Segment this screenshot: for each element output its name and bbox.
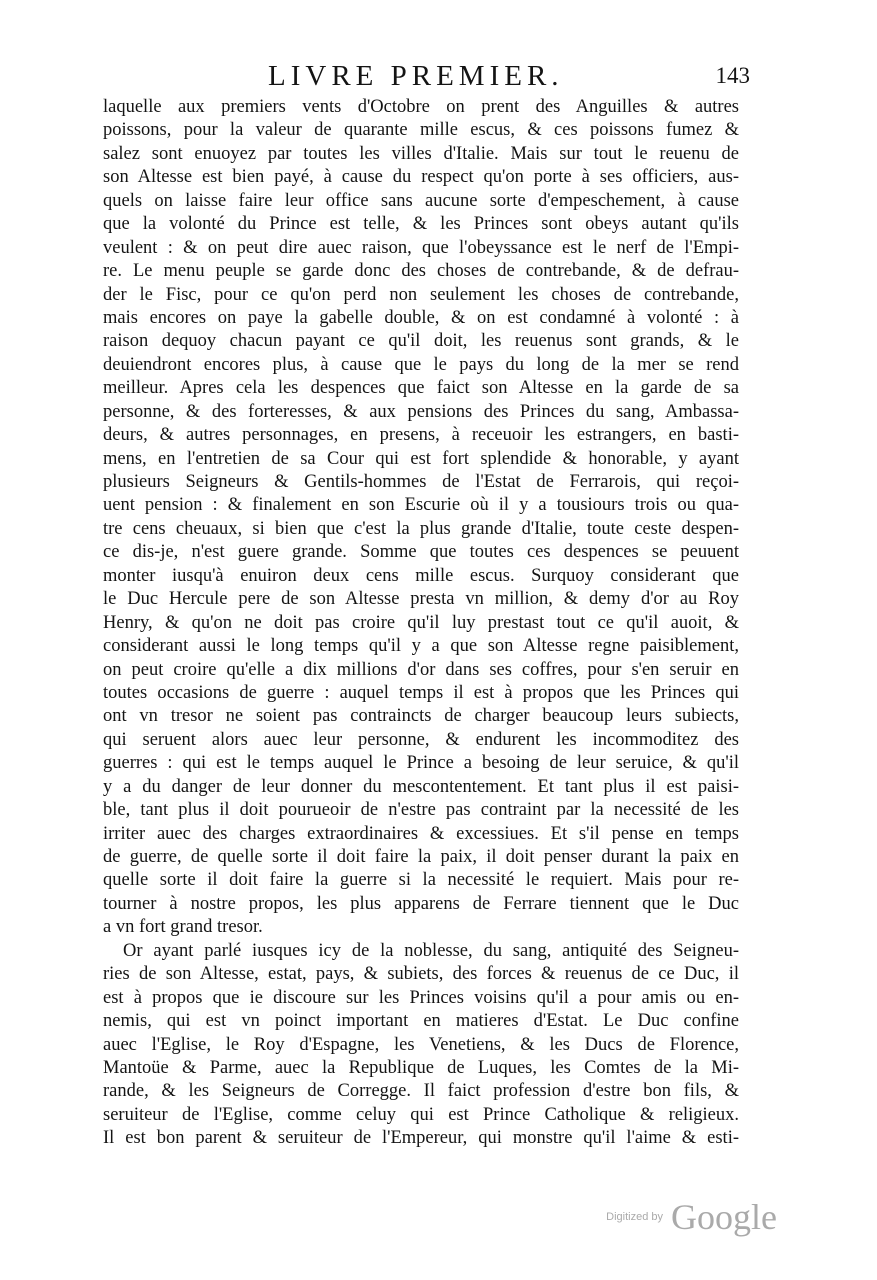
text-line: qui seruent alors auec leur personne, & endurent les incommoditez des: [103, 729, 739, 750]
text-line: toutes occasions de guerre : auquel temps il est à propos que les Princes qui: [103, 682, 739, 703]
text-line: mens, en l'entretien de sa Cour qui est fort splendide & honorable, y ayant: [103, 448, 739, 469]
text-line: Mantoüe & Parme, auec la Republique de Luques, les Comtes de la Mi-: [103, 1057, 739, 1078]
running-header: [250, 58, 750, 98]
text-line: auec l'Eglise, le Roy d'Espagne, les Venetiens, & les Ducs de Florence,: [103, 1034, 739, 1055]
google-logo: Google: [671, 1197, 777, 1237]
paragraph: [103, 940, 739, 1151]
text-line: Henry, & qu'on ne doit pas croire qu'il luy prestast tout ce qu'il auoit, &: [103, 612, 739, 633]
text-line: tre cens cheuaux, si bien que c'est la plus grande d'Italie, toute ceste despen-: [103, 518, 739, 539]
text-line: personne, & des forteresses, & aux pensions des Princes du sang, Ambassa-: [103, 401, 739, 422]
paragraph: [103, 96, 739, 940]
text-line: a vn fort grand tresor.: [103, 917, 263, 938]
text-line: on peut croire qu'elle a dix millions d'or dans ses coffres, pour s'en seruir en: [103, 659, 739, 680]
text-line: tourner à nostre propos, les plus apparens de Ferrare tiennent que le Duc: [103, 893, 739, 914]
running-title: LIVRE PREMIER.: [268, 60, 564, 92]
text-line: uent pension : & finalement en son Escurie où il y a tousiours trois ou qua-: [103, 495, 739, 516]
text-line: nemis, qui est vn poinct important en matieres d'Estat. Le Duc confine: [103, 1011, 739, 1032]
text-line: ce dis-je, n'est guere grande. Somme que toutes ces despences se peuuent: [103, 542, 739, 563]
digitized-by-watermark: [606, 1196, 777, 1238]
text-line: est à propos que ie discoure sur les Princes voisins qu'il a pour amis ou en-: [103, 987, 739, 1008]
text-line: meilleur. Apres cela les despences que faict son Altesse en la garde de sa: [103, 378, 739, 399]
text-line: de guerre, de quelle sorte il doit faire la paix, il doit penser durant la paix en: [103, 847, 739, 867]
text-line: laquelle aux premiers vents d'Octobre on prent des Anguilles & autres: [103, 97, 739, 117]
text-line: plusieurs Seigneurs & Gentils-hommes de l'Estat de Ferrarois, qui reçoi-: [103, 472, 739, 492]
text-line: poissons, pour la valeur de quarante mille escus, & ces poissons fumez &: [103, 120, 739, 141]
text-line: que la volonté du Prince est telle, & les Princes sont obeys autant qu'ils: [103, 214, 739, 235]
text-line: deuiendront encores plus, à cause que le pays du long de la mer se rend: [103, 354, 739, 375]
text-line: monter iusqu'à enuiron deux cens mille escus. Surquoy considerant que: [103, 565, 739, 586]
text-line: ble, tant plus il doit pourueoir de n'estre pas contraint par la necessité de les: [103, 800, 739, 821]
text-line: le Duc Hercule pere de son Altesse presta vn million, & demy d'or au Roy: [103, 589, 739, 610]
text-line: quelle sorte il doit faire la guerre si la necessité le requiert. Mais pour re-: [103, 870, 739, 891]
body-text: [103, 96, 739, 1151]
text-line: irriter auec des charges extraordinaires & excessiues. Et s'il pense en temps: [103, 823, 739, 844]
page-number: 143: [715, 63, 750, 88]
text-line: re. Le menu peuple se garde donc des choses de contrebande, & de defrau-: [103, 261, 739, 282]
text-line: son Altesse est bien payé, à cause du respect qu'on porte à ses officiers, aus-: [103, 167, 739, 188]
text-line: deurs, & autres personnages, en presens, à receuoir les estrangers, en basti-: [103, 425, 739, 446]
text-line: salez sont enuoyez par toutes les villes d'Italie. Mais sur tout le reuenu de: [103, 143, 739, 164]
watermark-prefix: Digitized by: [606, 1211, 664, 1223]
text-line: Or ayant parlé iusques icy de la noblesse, du sang, antiquité des Seigneu-: [123, 940, 739, 961]
text-line: seruiteur de l'Eglise, comme celuy qui est Prince Catholique & religieux.: [103, 1104, 739, 1125]
text-line: Il est bon parent & seruiteur de l'Empereur, qui monstre qu'il l'aime & esti-: [103, 1128, 739, 1149]
text-line: mais encores on paye la gabelle double, & on est condamné à volonté : à: [103, 307, 739, 328]
text-line: considerant aussi le long temps qu'il y a que son Altesse regne paisiblement,: [103, 636, 739, 657]
text-line: der le Fisc, pour ce qu'on perd non seulement les choses de contrebande,: [103, 284, 739, 305]
text-line: ries de son Altesse, estat, pays, & subiets, des forces & reuenus de ce Duc, il: [103, 964, 739, 985]
text-line: ont vn tresor ne soient pas contraincts de charger beaucoup leurs subiects,: [103, 706, 739, 727]
text-line: quels on laisse faire leur office sans aucune sorte d'empeschement, à cause: [103, 190, 739, 211]
text-line: raison dequoy chacun payant ce qu'il doit, les reuenus sont grands, & le: [103, 331, 739, 352]
text-line: guerres : qui est le temps auquel le Prince a besoing de leur seruice, & qu'il: [103, 753, 739, 774]
text-line: veulent : & on peut dire auec raison, que l'obeyssance est le nerf de l'Empi-: [103, 237, 739, 258]
text-line: rande, & les Seigneurs de Corregge. Il faict profession d'estre bon fils, &: [103, 1081, 739, 1102]
text-line: y a du danger de leur donner du mescontentement. Et tant plus il est paisi-: [103, 776, 739, 797]
